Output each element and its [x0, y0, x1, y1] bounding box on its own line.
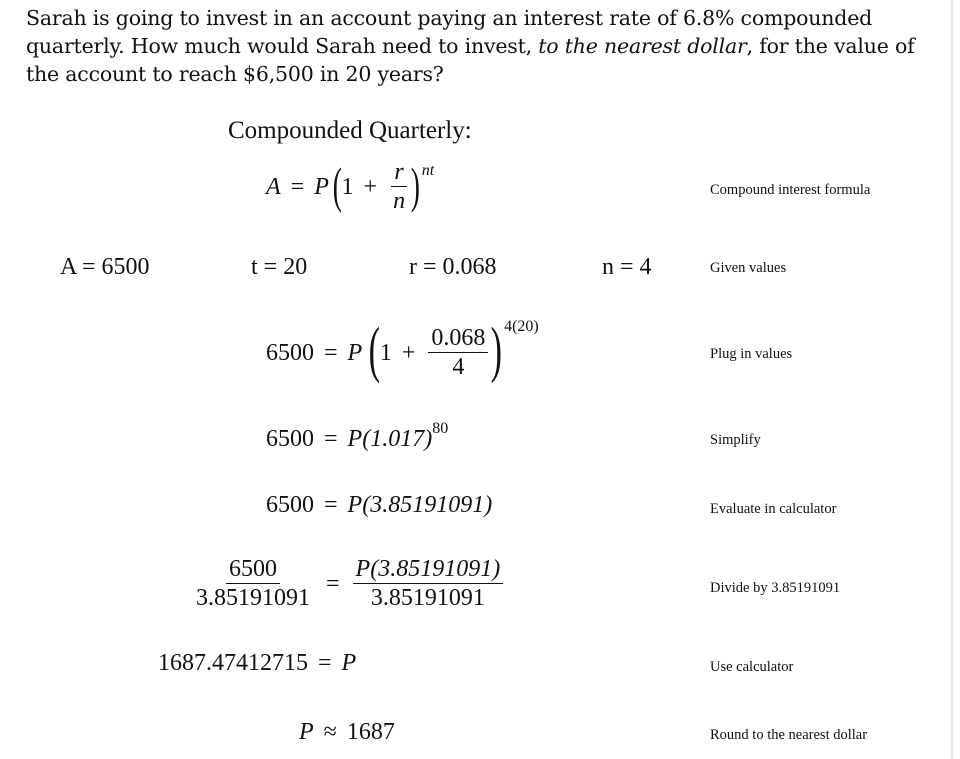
formula-equals: = [290, 173, 305, 200]
plug-fraction [428, 326, 488, 380]
given-n: n = 4 [602, 254, 652, 280]
section-heading: Compounded Quarterly: [228, 117, 472, 144]
plug-left-paren: ( [368, 316, 381, 384]
plug-equation: 6500 = P ( 1 + $\frac{0.068}{4}$ ) $^{4(20)}$ [266, 316, 539, 384]
question-emphasis: to the nearest dollar [538, 34, 747, 58]
formula-left-paren: ( [332, 157, 342, 214]
plug-exponent: 4(20) [504, 318, 539, 335]
simplify-exponent: 80 [432, 420, 449, 437]
plug-label: Plug in values [710, 346, 793, 362]
divide-left-denominator: 3.85191091 [196, 585, 310, 612]
evaluate-lhs: 6500 [266, 492, 314, 518]
divide-right-numerator: P(3.85191091) [353, 557, 504, 584]
formula-n: n [393, 188, 406, 215]
formula-fraction [390, 160, 408, 214]
formula-plus: + [363, 173, 378, 200]
formula-one: 1 [341, 173, 354, 200]
given-r: r = 0.068 [409, 254, 497, 280]
evaluate-label: Evaluate in calculator [710, 501, 837, 517]
calc-equation: 1687.47412715 = P [158, 650, 357, 676]
formula-P: P [314, 173, 329, 200]
plug-right-paren: ) [491, 316, 503, 384]
divide-label: Divide by 3.85191091 [710, 580, 841, 596]
plug-denominator: 4 [452, 354, 465, 380]
plug-plus: + [401, 339, 416, 366]
formula-exponent: nt [421, 162, 435, 180]
given-label: Given values [710, 260, 787, 276]
divide-left-fraction [193, 557, 313, 611]
round-approx: ≈ [323, 719, 337, 745]
calc-lhs: 1687.47412715 [158, 650, 308, 676]
round-equation [299, 719, 395, 746]
formula-A: A [266, 173, 281, 200]
given-t: t = 20 [251, 254, 308, 280]
formula-equation [266, 157, 435, 215]
divide-equation: $\frac{6500}{3.85191091}$ = $\frac{P(3.85191091)}{3.85191091}$ [190, 557, 506, 611]
question-text [26, 4, 926, 88]
simplify-label: Simplify [710, 432, 761, 448]
round-lhs: P [299, 719, 314, 745]
divide-right-fraction [353, 557, 504, 611]
plug-numerator: 0.068 [428, 326, 488, 353]
plug-lhs: 6500 [266, 339, 314, 366]
formula-label: Compound interest formula [710, 182, 871, 198]
round-label: Round to the nearest dollar [710, 727, 868, 743]
simplify-equation: $6500 = P(1.017)^{80}$ [266, 420, 449, 452]
question-part1: Sarah is going to invest in an account paying an interest rate of 6.8% compounded quarterly. How much would Sarah need to invest, [26, 6, 873, 58]
simplify-lhs: 6500 [266, 426, 314, 452]
evaluate-equation: 6500 = P(3.85191091) [266, 492, 493, 518]
divide-right-denominator: 3.85191091 [370, 585, 485, 612]
calc-rhs: P [341, 650, 357, 676]
formula-right-paren: ) [410, 157, 421, 214]
simplify-rhs: P(1.017) [347, 426, 433, 452]
given-A: A = 6500 [60, 254, 150, 280]
round-rhs: 1687 [346, 719, 395, 745]
evaluate-rhs: P(3.85191091) [347, 492, 493, 518]
divide-left-numerator: 6500 [226, 557, 280, 584]
formula-r: r [391, 160, 406, 187]
plug-P: P [347, 339, 363, 366]
plug-one: 1 [379, 339, 392, 366]
question-part2: , for the value of the account to reach $6,500 in 20 years? [26, 34, 915, 86]
page-divider [951, 0, 953, 759]
calc-label: Use calculator [710, 659, 794, 675]
